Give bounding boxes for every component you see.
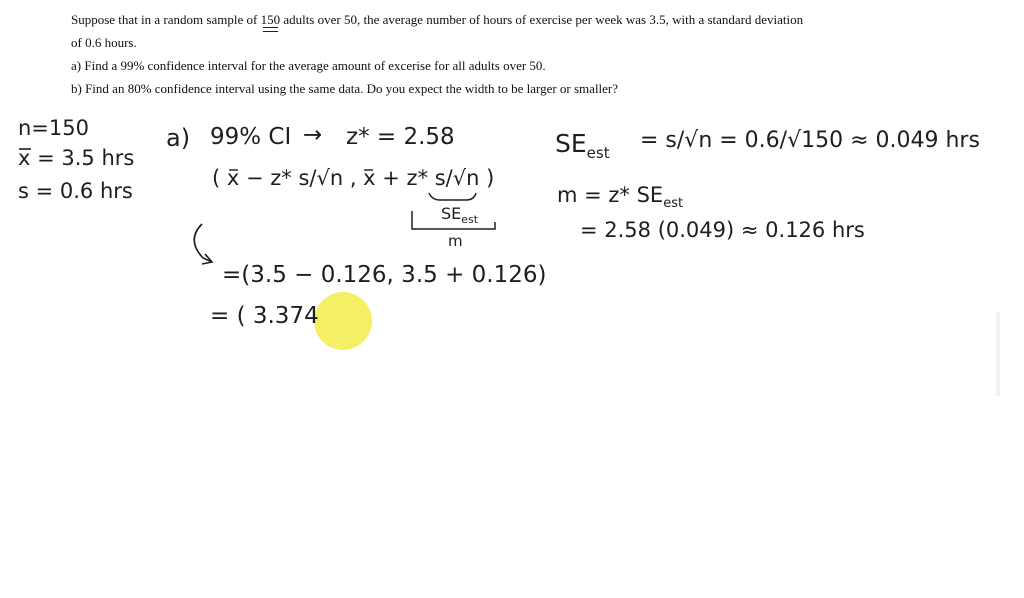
se-text: SE <box>555 129 587 158</box>
problem-text: adults over 50, the average number of hours of exercise per week was 3.5, with a standard deviation <box>280 12 804 27</box>
margin-result: = 2.58 (0.049) ≈ 0.126 hrs <box>580 218 865 242</box>
margin-text: m = z* SE <box>557 183 664 207</box>
se-text: SE <box>441 204 462 223</box>
arrow-head <box>202 254 212 264</box>
problem-part-a: a) Find a 99% confidence interval for the average amount of excerise for all adults over 50. <box>71 58 546 73</box>
ci-formula: ( x − z* s/√n , x + z* s/√n ) <box>212 166 495 190</box>
se-subscript: est <box>461 213 479 227</box>
arc-arrow <box>194 224 212 262</box>
se-subscript: est <box>586 144 610 162</box>
underlined-sample-size <box>261 8 281 31</box>
underline-stroke <box>263 27 279 28</box>
part-a-label: a) <box>166 124 191 152</box>
given-xbar: x = 3.5 hrs <box>18 146 135 170</box>
margin-label: m <box>448 232 463 250</box>
cursor-highlight <box>314 292 372 350</box>
arrow-icon: → <box>303 122 323 148</box>
se-underbrace <box>429 193 476 200</box>
confidence-level: 99% CI <box>210 124 292 150</box>
interval-step-1: =(3.5 − 0.126, 3.5 + 0.126) <box>222 262 547 288</box>
problem-text: Suppose that in a random sample of <box>71 12 261 27</box>
interval-step-2: = ( 3.374 <box>210 303 319 329</box>
se-label <box>441 204 478 226</box>
margin-formula <box>557 183 683 211</box>
se-formula: = s/√n = 0.6/√150 ≈ 0.049 hrs <box>640 128 980 153</box>
problem-line-2: of 0.6 hours. <box>71 35 137 50</box>
sample-size-number: 150 <box>260 12 281 27</box>
problem-part-b: b) Find an 80% confidence interval using the same data. Do you expect the width to be larger or smaller? <box>71 81 619 96</box>
se-heading <box>555 129 610 162</box>
right-scroll-edge <box>996 312 1000 396</box>
underline-stroke <box>263 31 279 32</box>
margin-subscript: est <box>663 196 684 212</box>
problem-line-1 <box>71 8 931 31</box>
problem-statement <box>71 8 931 100</box>
critical-value: z* = 2.58 <box>346 124 455 150</box>
given-n: n=150 <box>18 116 89 140</box>
given-s: s = 0.6 hrs <box>18 179 133 203</box>
